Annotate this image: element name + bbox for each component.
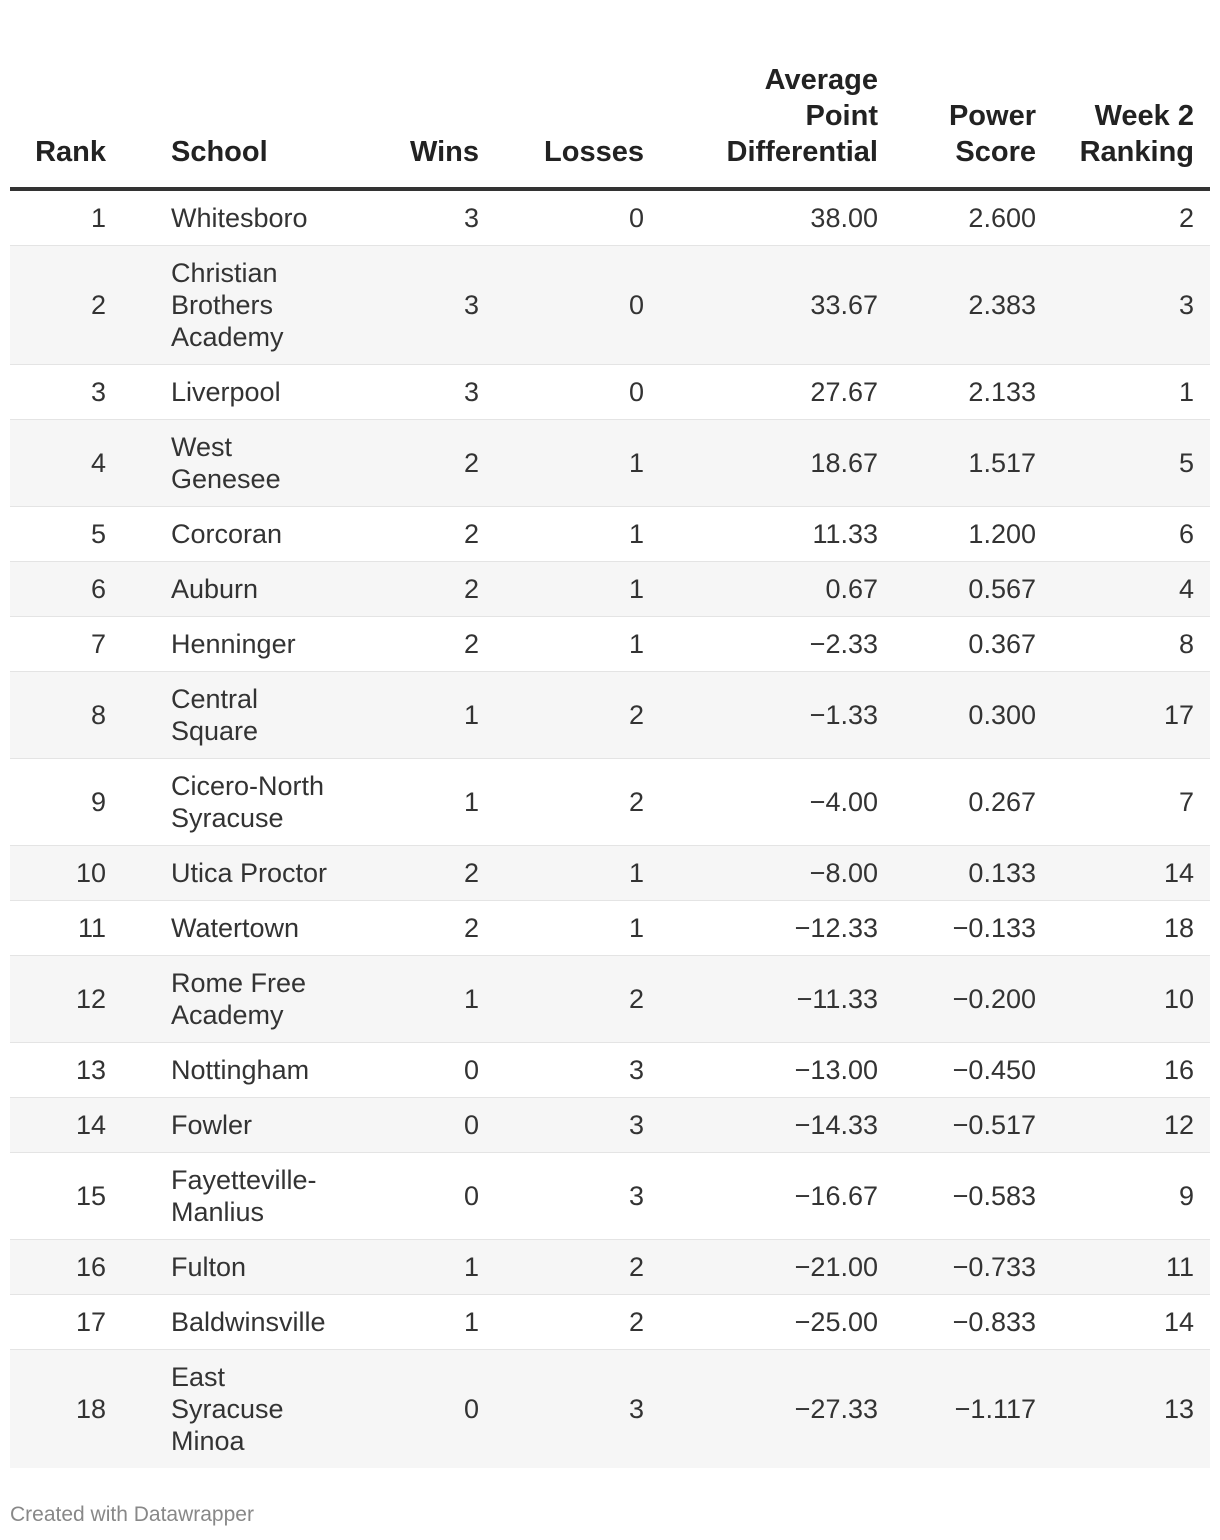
cell-rank: 1 (10, 189, 125, 246)
standings-table-container (10, 0, 1210, 1468)
cell-average-point-differential: −27.33 (660, 1350, 878, 1469)
header-average-point-differential[interactable] (660, 0, 878, 189)
cell-school (125, 1153, 332, 1240)
school-name: Henninger (171, 629, 296, 659)
header-school[interactable] (125, 0, 332, 189)
table-row[interactable] (10, 189, 1210, 246)
table-row[interactable] (10, 420, 1210, 507)
cell-losses: 1 (495, 507, 660, 562)
cell-losses: 2 (495, 672, 660, 759)
cell-school (125, 1043, 332, 1098)
table-row[interactable] (10, 759, 1210, 846)
school-name: Auburn (171, 574, 259, 604)
school-name: Christian Brothers Academy (171, 258, 284, 352)
cell-power-score: 0.133 (878, 846, 1036, 901)
cell-rank: 14 (10, 1098, 125, 1153)
cell-power-score: 2.383 (878, 246, 1036, 365)
cell-losses: 2 (495, 956, 660, 1043)
cell-average-point-differential: −11.33 (660, 956, 878, 1043)
cell-week2-ranking: 4 (1036, 562, 1210, 617)
cell-power-score: −0.733 (878, 1240, 1036, 1295)
table-row[interactable] (10, 1350, 1210, 1469)
cell-wins: 0 (332, 1350, 495, 1469)
cell-week2-ranking: 12 (1036, 1098, 1210, 1153)
cell-average-point-differential: −21.00 (660, 1240, 878, 1295)
cell-losses: 1 (495, 617, 660, 672)
table-row[interactable] (10, 1153, 1210, 1240)
cell-losses: 0 (495, 365, 660, 420)
cell-school (125, 672, 332, 759)
cell-power-score: 1.200 (878, 507, 1036, 562)
cell-power-score: −0.833 (878, 1295, 1036, 1350)
cell-week2-ranking: 18 (1036, 901, 1210, 956)
cell-wins: 2 (332, 507, 495, 562)
cell-power-score: −1.117 (878, 1350, 1036, 1469)
school-name: Central Square (171, 684, 259, 746)
cell-rank: 15 (10, 1153, 125, 1240)
standings-table (10, 0, 1210, 1468)
header-wins[interactable] (332, 0, 495, 189)
header-row (10, 0, 1210, 189)
cell-week2-ranking: 9 (1036, 1153, 1210, 1240)
cell-school (125, 189, 332, 246)
header-wins-label: Wins (409, 136, 479, 168)
cell-power-score: 0.267 (878, 759, 1036, 846)
cell-rank: 7 (10, 617, 125, 672)
cell-power-score: −0.200 (878, 956, 1036, 1043)
cell-school (125, 617, 332, 672)
cell-school (125, 846, 332, 901)
cell-losses: 1 (495, 562, 660, 617)
cell-school (125, 1098, 332, 1153)
cell-losses: 0 (495, 246, 660, 365)
cell-rank: 13 (10, 1043, 125, 1098)
cell-week2-ranking: 5 (1036, 420, 1210, 507)
cell-wins: 3 (332, 365, 495, 420)
cell-rank: 9 (10, 759, 125, 846)
table-row[interactable] (10, 956, 1210, 1043)
cell-wins: 1 (332, 956, 495, 1043)
cell-average-point-differential: 33.67 (660, 246, 878, 365)
cell-week2-ranking: 14 (1036, 1295, 1210, 1350)
table-row[interactable] (10, 365, 1210, 420)
cell-week2-ranking: 16 (1036, 1043, 1210, 1098)
cell-losses: 1 (495, 901, 660, 956)
table-row[interactable] (10, 846, 1210, 901)
cell-losses: 3 (495, 1043, 660, 1098)
header-power-score[interactable] (878, 0, 1036, 189)
table-row[interactable] (10, 1240, 1210, 1295)
cell-week2-ranking: 8 (1036, 617, 1210, 672)
cell-average-point-differential: 11.33 (660, 507, 878, 562)
cell-rank: 11 (10, 901, 125, 956)
header-rank-label: Rank (35, 136, 106, 168)
table-row[interactable] (10, 901, 1210, 956)
table-row[interactable] (10, 1098, 1210, 1153)
school-name: Fowler (171, 1110, 253, 1140)
cell-wins: 2 (332, 562, 495, 617)
table-row[interactable] (10, 1043, 1210, 1098)
school-name: Watertown (171, 913, 300, 943)
cell-wins: 0 (332, 1098, 495, 1153)
cell-rank: 8 (10, 672, 125, 759)
header-apd-line-2: Point (805, 100, 878, 132)
header-power-line-1: Power (948, 100, 1036, 132)
header-school-label: School (171, 136, 268, 168)
cell-losses: 0 (495, 189, 660, 246)
cell-rank: 18 (10, 1350, 125, 1469)
cell-school (125, 1350, 332, 1469)
header-week2-ranking[interactable] (1036, 0, 1210, 189)
table-body (10, 189, 1210, 1468)
table-header (10, 0, 1210, 189)
cell-week2-ranking: 1 (1036, 365, 1210, 420)
cell-power-score: 2.133 (878, 365, 1036, 420)
cell-week2-ranking: 11 (1036, 1240, 1210, 1295)
cell-week2-ranking: 17 (1036, 672, 1210, 759)
cell-power-score: 1.517 (878, 420, 1036, 507)
cell-losses: 3 (495, 1153, 660, 1240)
cell-average-point-differential: −25.00 (660, 1295, 878, 1350)
cell-average-point-differential: −1.33 (660, 672, 878, 759)
cell-wins: 1 (332, 759, 495, 846)
cell-average-point-differential: 0.67 (660, 562, 878, 617)
school-name: West Genesee (171, 432, 281, 494)
school-name: Baldwinsville (171, 1307, 326, 1337)
header-losses-label: Losses (544, 136, 644, 168)
cell-school (125, 759, 332, 846)
header-week2-line-2: Ranking (1079, 136, 1194, 168)
cell-average-point-differential: 27.67 (660, 365, 878, 420)
cell-rank: 16 (10, 1240, 125, 1295)
cell-week2-ranking: 14 (1036, 846, 1210, 901)
cell-rank: 17 (10, 1295, 125, 1350)
cell-wins: 2 (332, 846, 495, 901)
cell-rank: 12 (10, 956, 125, 1043)
cell-average-point-differential: 38.00 (660, 189, 878, 246)
cell-rank: 3 (10, 365, 125, 420)
header-rank[interactable] (10, 0, 125, 189)
cell-wins: 0 (332, 1043, 495, 1098)
cell-power-score: −0.133 (878, 901, 1036, 956)
table-row[interactable] (10, 562, 1210, 617)
cell-wins: 3 (332, 189, 495, 246)
cell-school (125, 1295, 332, 1350)
header-losses[interactable] (495, 0, 660, 189)
cell-losses: 2 (495, 759, 660, 846)
cell-wins: 1 (332, 672, 495, 759)
table-row[interactable] (10, 246, 1210, 365)
cell-rank: 5 (10, 507, 125, 562)
table-row[interactable] (10, 617, 1210, 672)
cell-wins: 1 (332, 1295, 495, 1350)
cell-rank: 4 (10, 420, 125, 507)
cell-losses: 3 (495, 1350, 660, 1469)
school-name: Utica Proctor (171, 858, 328, 888)
table-row[interactable] (10, 507, 1210, 562)
school-name: East Syracuse Minoa (171, 1362, 284, 1456)
cell-rank: 6 (10, 562, 125, 617)
cell-power-score: 0.367 (878, 617, 1036, 672)
header-apd-line-3: Differential (726, 136, 878, 168)
school-name: Liverpool (171, 377, 281, 407)
cell-school (125, 420, 332, 507)
school-name: Whitesboro (171, 203, 308, 233)
school-name: Rome Free Academy (171, 968, 307, 1030)
cell-week2-ranking: 7 (1036, 759, 1210, 846)
cell-average-point-differential: −2.33 (660, 617, 878, 672)
header-power-line-2: Score (955, 136, 1036, 168)
cell-week2-ranking: 13 (1036, 1350, 1210, 1469)
cell-school (125, 901, 332, 956)
cell-week2-ranking: 3 (1036, 246, 1210, 365)
cell-rank: 10 (10, 846, 125, 901)
cell-average-point-differential: −14.33 (660, 1098, 878, 1153)
cell-wins: 0 (332, 1153, 495, 1240)
cell-school (125, 956, 332, 1043)
cell-average-point-differential: −8.00 (660, 846, 878, 901)
cell-power-score: −0.583 (878, 1153, 1036, 1240)
cell-power-score: 0.567 (878, 562, 1036, 617)
datawrapper-credit[interactable]: Created with Datawrapper (10, 1503, 254, 1526)
cell-losses: 1 (495, 846, 660, 901)
school-name: Corcoran (171, 519, 283, 549)
table-row[interactable] (10, 1295, 1210, 1350)
cell-power-score: −0.517 (878, 1098, 1036, 1153)
cell-losses: 2 (495, 1240, 660, 1295)
school-name: Fulton (171, 1252, 247, 1282)
cell-losses: 2 (495, 1295, 660, 1350)
school-name: Nottingham (171, 1055, 310, 1085)
header-apd-line-1: Average (764, 64, 878, 96)
school-name: Cicero-North Syracuse (171, 771, 325, 833)
cell-school (125, 1240, 332, 1295)
cell-power-score: 2.600 (878, 189, 1036, 246)
cell-losses: 3 (495, 1098, 660, 1153)
cell-power-score: −0.450 (878, 1043, 1036, 1098)
cell-week2-ranking: 2 (1036, 189, 1210, 246)
header-week2-line-1: Week 2 (1094, 100, 1194, 132)
cell-average-point-differential: −12.33 (660, 901, 878, 956)
cell-school (125, 246, 332, 365)
cell-rank: 2 (10, 246, 125, 365)
cell-average-point-differential: −16.67 (660, 1153, 878, 1240)
cell-power-score: 0.300 (878, 672, 1036, 759)
cell-losses: 1 (495, 420, 660, 507)
cell-average-point-differential: 18.67 (660, 420, 878, 507)
cell-average-point-differential: −13.00 (660, 1043, 878, 1098)
cell-average-point-differential: −4.00 (660, 759, 878, 846)
school-name: Fayetteville-Manlius (171, 1165, 317, 1227)
cell-wins: 2 (332, 901, 495, 956)
cell-school (125, 365, 332, 420)
cell-school (125, 562, 332, 617)
cell-wins: 2 (332, 420, 495, 507)
table-row[interactable] (10, 672, 1210, 759)
cell-wins: 2 (332, 617, 495, 672)
cell-wins: 3 (332, 246, 495, 365)
cell-school (125, 507, 332, 562)
cell-week2-ranking: 10 (1036, 956, 1210, 1043)
cell-week2-ranking: 6 (1036, 507, 1210, 562)
cell-wins: 1 (332, 1240, 495, 1295)
